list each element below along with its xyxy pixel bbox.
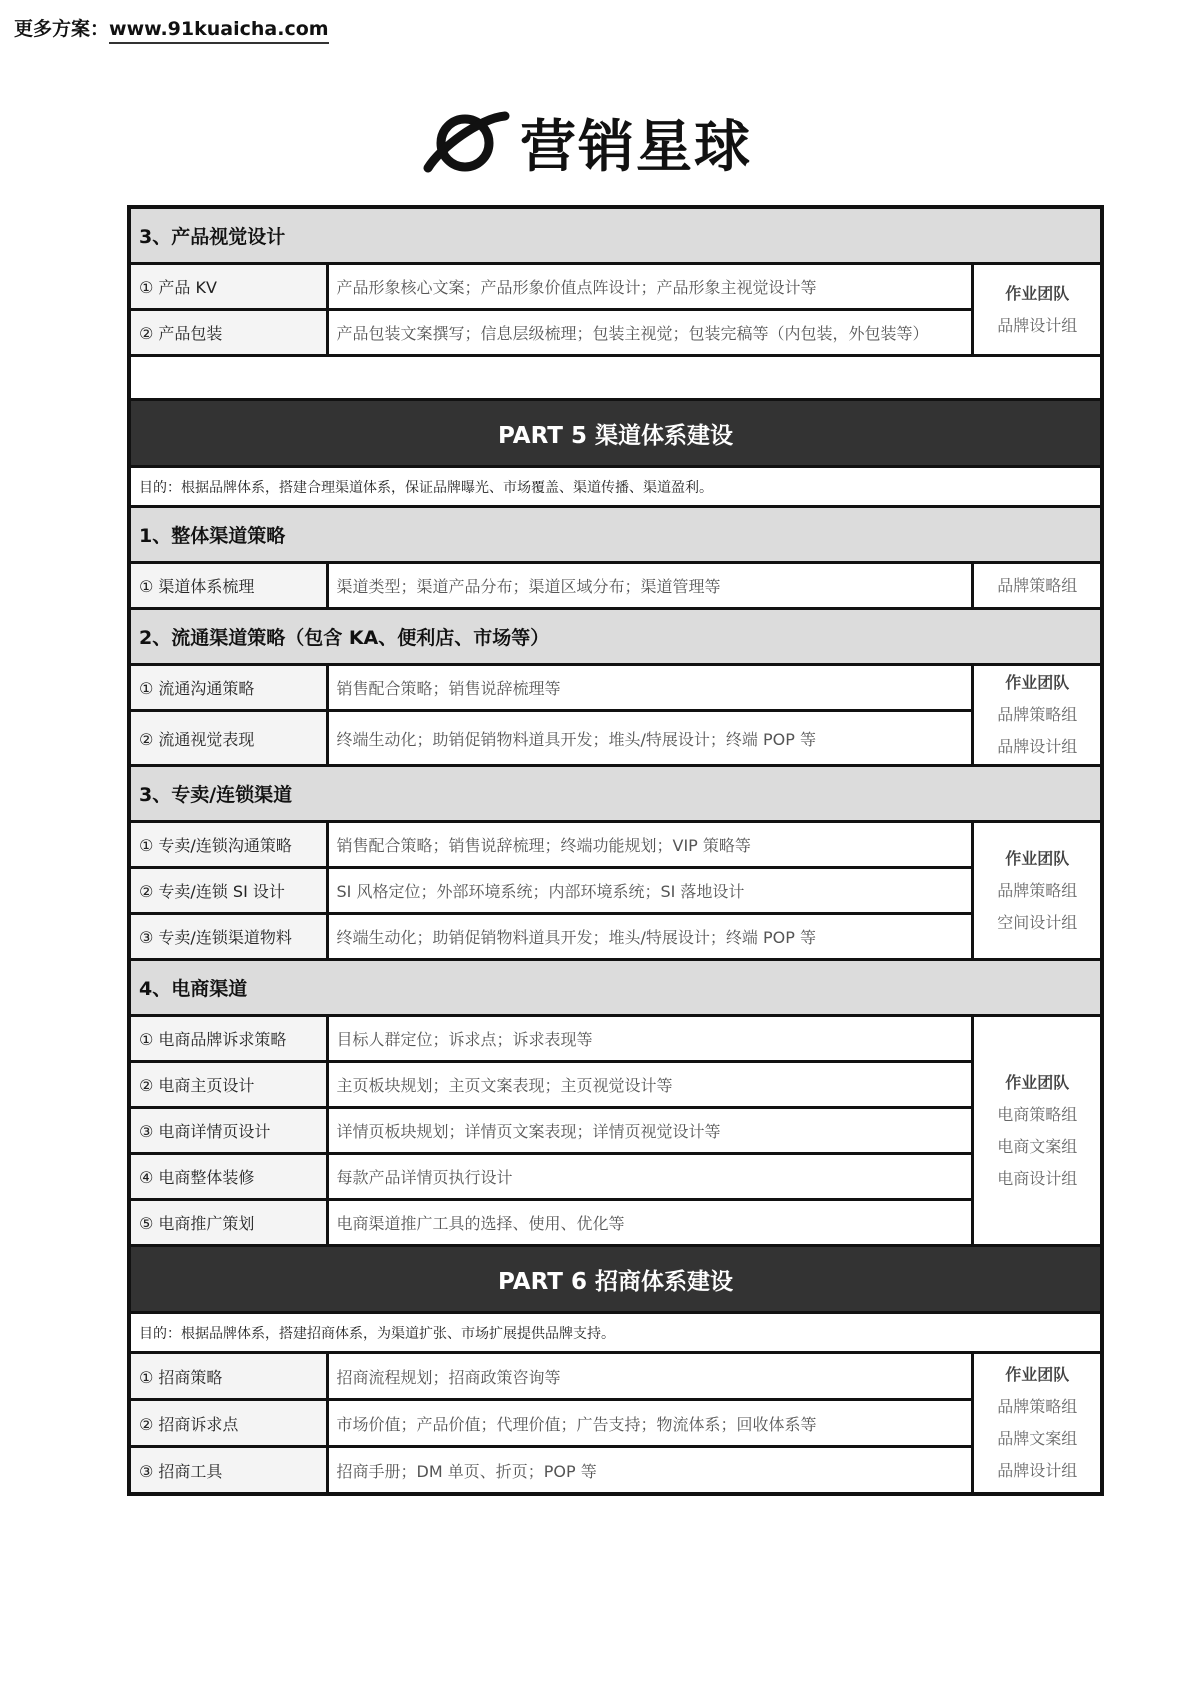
purpose-text: 目的：根据品牌体系，搭建合理渠道体系，保证品牌曝光、市场覆盖、渠道传播、渠道盈利。 <box>129 467 1102 507</box>
row-label: ② 产品包装 <box>129 310 327 356</box>
row-label: ④ 电商整体装修 <box>129 1154 327 1200</box>
table-row <box>129 310 1102 356</box>
team-title: 作业团队 <box>1005 673 1070 692</box>
table-row <box>129 1353 1102 1400</box>
row-label: ② 招商诉求点 <box>129 1400 327 1447</box>
section-title: 3、专卖/连锁渠道 <box>129 766 1102 822</box>
team-name: 电商设计组 <box>997 1168 1078 1188</box>
row-desc: 目标人群定位；诉求点；诉求表现等 <box>327 1016 973 1062</box>
row-desc: 销售配合策略；销售说辞梳理；终端功能规划；VIP 策略等 <box>327 822 973 868</box>
row-label: ① 渠道体系梳理 <box>129 563 327 609</box>
row-desc: 市场价值；产品价值；代理价值；广告支持；物流体系；回收体系等 <box>327 1400 973 1447</box>
row-label: ① 招商策略 <box>129 1353 327 1400</box>
team-name: 空间设计组 <box>997 912 1078 932</box>
team-name: 品牌文案组 <box>997 1429 1078 1448</box>
part-title: PART 6 招商体系建设 <box>129 1246 1102 1313</box>
team-name: 电商策略组 <box>997 1104 1078 1124</box>
row-desc: 招商手册；DM 单页、折页；POP 等 <box>327 1447 973 1495</box>
table-row <box>129 1062 1102 1108</box>
row-desc: 每款产品详情页执行设计 <box>327 1154 973 1200</box>
more-plans-link[interactable]: www.91kuaicha.com <box>109 18 329 44</box>
row-label: ① 产品 KV <box>129 264 327 310</box>
table-row <box>129 1108 1102 1154</box>
brand-logo <box>420 108 752 178</box>
table-row <box>129 822 1102 868</box>
blank-row <box>129 356 1102 400</box>
table-row <box>129 1400 1102 1447</box>
brand-logo-text: 营销星球 <box>520 115 752 180</box>
table-row <box>129 1447 1102 1495</box>
table-row <box>129 1016 1102 1062</box>
row-desc: 产品包装文案撰写；信息层级梳理；包装主视觉；包装完稿等（内包装，外包装等） <box>327 310 973 356</box>
table-row <box>129 563 1102 609</box>
row-desc: SI 风格定位；外部环境系统；内部环境系统；SI 落地设计 <box>327 868 973 914</box>
team-cell <box>973 1016 1102 1246</box>
row-label: ② 流通视觉表现 <box>129 711 327 766</box>
row-desc: 详情页板块规划；详情页文案表现；详情页视觉设计等 <box>327 1108 973 1154</box>
team-title: 作业团队 <box>1005 1365 1070 1384</box>
table-row <box>129 711 1102 766</box>
team-name: 品牌策略组 <box>997 705 1078 724</box>
part-header <box>129 400 1102 467</box>
table-row <box>129 914 1102 960</box>
team-name: 品牌策略组 <box>997 1397 1078 1416</box>
team-name: 品牌设计组 <box>997 737 1078 756</box>
more-plans-header <box>14 14 329 41</box>
row-desc: 电商渠道推广工具的选择、使用、优化等 <box>327 1200 973 1246</box>
team-cell <box>973 822 1102 960</box>
team-title: 作业团队 <box>1005 1072 1070 1092</box>
team-cell: 品牌策略组 <box>973 563 1102 609</box>
section-header <box>129 766 1102 822</box>
purpose-text: 目的：根据品牌体系，搭建招商体系，为渠道扩张、市场扩展提供品牌支持。 <box>129 1313 1102 1353</box>
team-name: 品牌策略组 <box>997 880 1078 900</box>
section-header <box>129 207 1102 264</box>
row-label: ① 专卖/连锁沟通策略 <box>129 822 327 868</box>
row-label: ① 电商品牌诉求策略 <box>129 1016 327 1062</box>
row-label: ① 流通沟通策略 <box>129 665 327 711</box>
part-header <box>129 1246 1102 1313</box>
team-name: 品牌设计组 <box>997 1461 1078 1480</box>
table-row <box>129 1200 1102 1246</box>
section-title: 1、整体渠道策略 <box>129 507 1102 563</box>
row-desc: 终端生动化；助销促销物料道具开发；堆头/特展设计；终端 POP 等 <box>327 914 973 960</box>
team-cell <box>973 264 1102 356</box>
part-title: PART 5 渠道体系建设 <box>129 400 1102 467</box>
section-title: 4、电商渠道 <box>129 960 1102 1016</box>
section-header <box>129 609 1102 665</box>
row-desc: 产品形象核心文案；产品形象价值点阵设计；产品形象主视觉设计等 <box>327 264 973 310</box>
purpose-row <box>129 467 1102 507</box>
planet-logo-icon <box>420 108 510 178</box>
table-row <box>129 264 1102 310</box>
team-title: 作业团队 <box>1005 848 1070 868</box>
section-title: 3、产品视觉设计 <box>129 207 1102 264</box>
row-label: ③ 电商详情页设计 <box>129 1108 327 1154</box>
service-table <box>127 205 1104 1496</box>
row-desc: 主页板块规划；主页文案表现；主页视觉设计等 <box>327 1062 973 1108</box>
row-label: ② 电商主页设计 <box>129 1062 327 1108</box>
row-desc: 招商流程规划；招商政策咨询等 <box>327 1353 973 1400</box>
row-label: ③ 专卖/连锁渠道物料 <box>129 914 327 960</box>
team-cell <box>973 665 1102 766</box>
row-label: ③ 招商工具 <box>129 1447 327 1495</box>
section-header <box>129 960 1102 1016</box>
section-title: 2、流通渠道策略（包含 KA、便利店、市场等） <box>129 609 1102 665</box>
table-row <box>129 868 1102 914</box>
team-title: 作业团队 <box>1005 283 1070 303</box>
more-plans-prefix: 更多方案： <box>14 18 110 40</box>
table-row <box>129 1154 1102 1200</box>
row-label: ⑤ 电商推广策划 <box>129 1200 327 1246</box>
row-desc: 终端生动化；助销促销物料道具开发；堆头/特展设计；终端 POP 等 <box>327 711 973 766</box>
row-desc: 渠道类型；渠道产品分布；渠道区域分布；渠道管理等 <box>327 563 973 609</box>
team-name: 品牌设计组 <box>997 315 1078 335</box>
row-label: ② 专卖/连锁 SI 设计 <box>129 868 327 914</box>
row-desc: 销售配合策略；销售说辞梳理等 <box>327 665 973 711</box>
team-cell <box>973 1353 1102 1495</box>
purpose-row <box>129 1313 1102 1353</box>
table-row <box>129 665 1102 711</box>
team-name: 电商文案组 <box>997 1136 1078 1156</box>
section-header <box>129 507 1102 563</box>
